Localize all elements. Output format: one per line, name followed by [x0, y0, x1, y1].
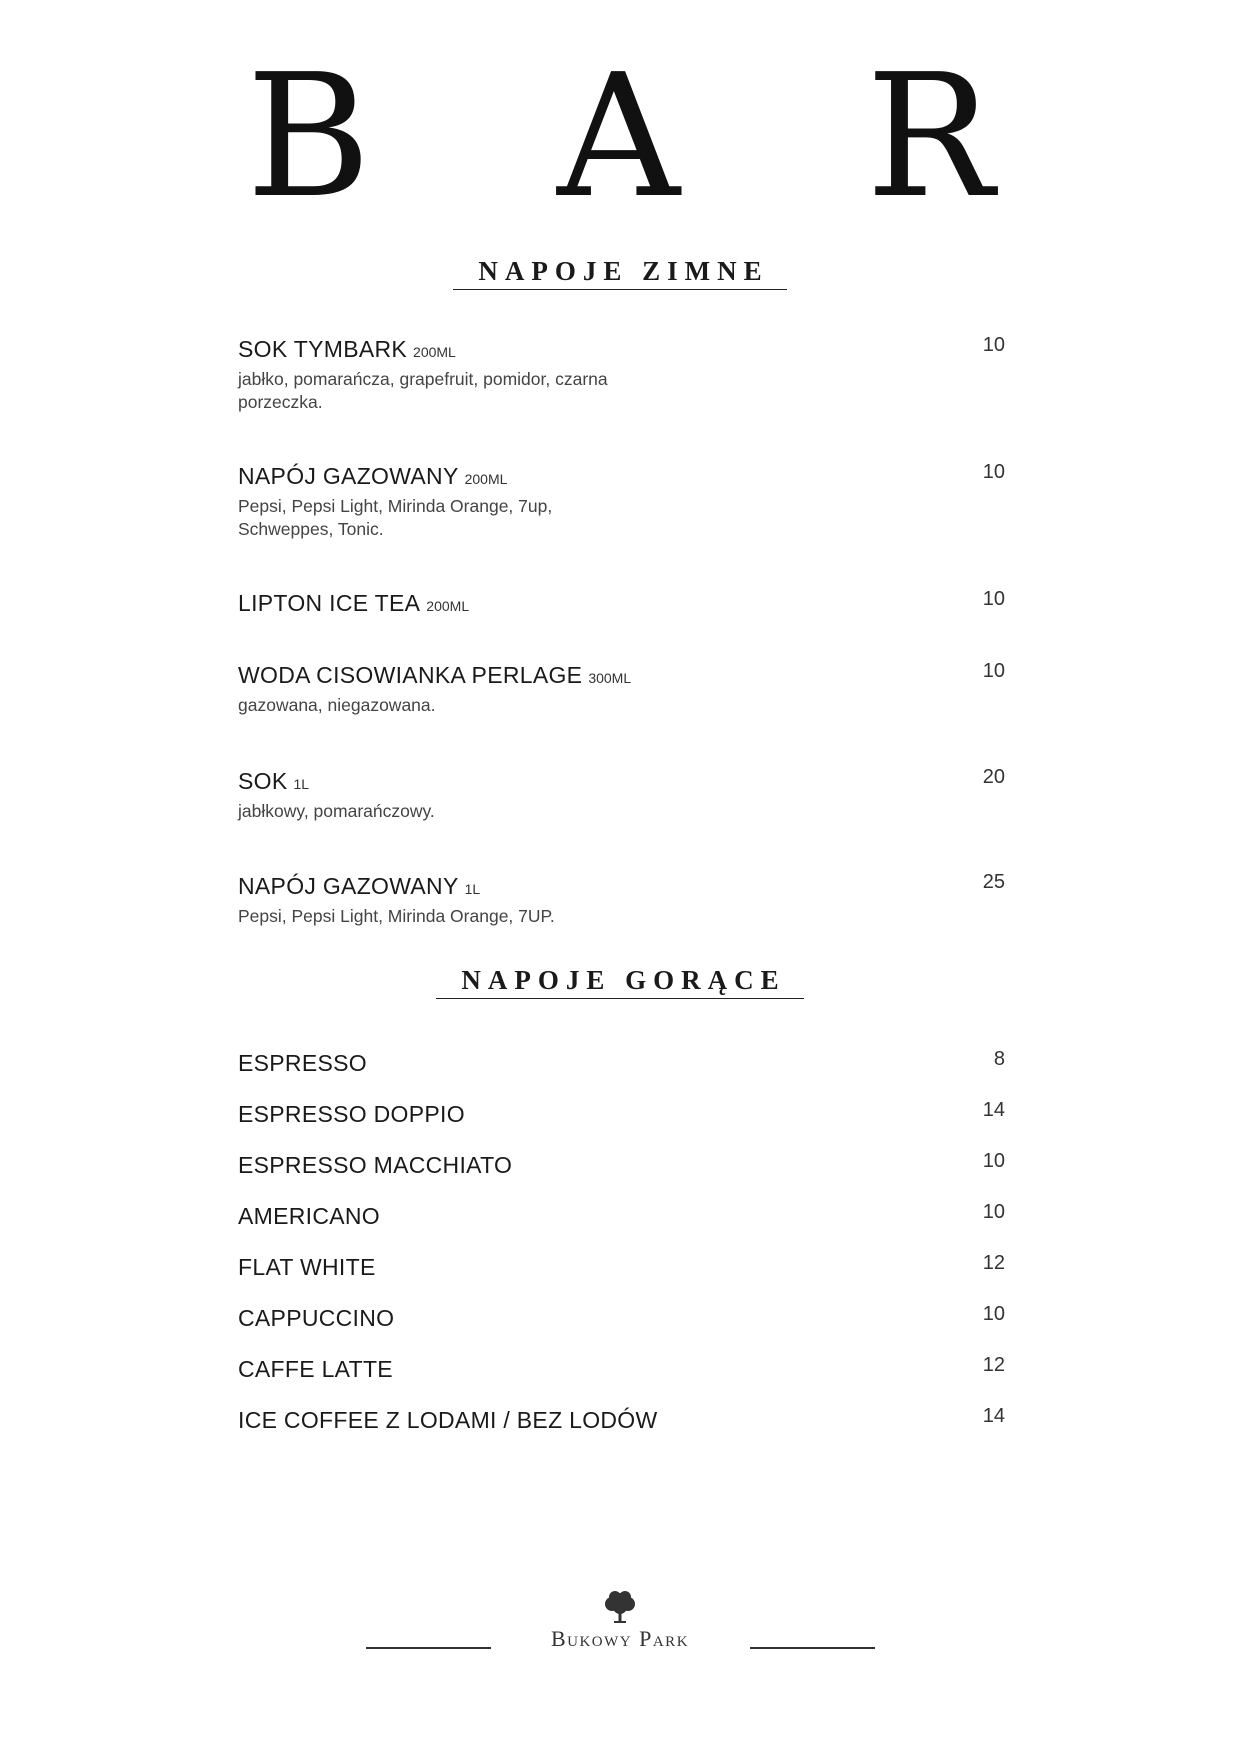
item-price: 10	[982, 1201, 1005, 1223]
item-name: CAFFE LATTE	[238, 1356, 393, 1382]
item-price: 25	[982, 871, 1005, 893]
item-name: ESPRESSO	[238, 1050, 367, 1076]
item-name: NAPÓJ GAZOWANY	[238, 463, 459, 489]
item-name: CAPPUCCINO	[238, 1305, 395, 1331]
menu-item	[238, 1152, 1005, 1182]
section-heading-hot	[0, 965, 1240, 999]
item-name: ICE COFFEE Z LODAMI / BEZ LODÓW	[238, 1407, 658, 1433]
menu-item	[238, 768, 1005, 823]
item-volume: 300ML	[588, 670, 632, 686]
footer-divider-right	[750, 1647, 875, 1649]
item-price: 10	[982, 588, 1005, 610]
item-name: NAPÓJ GAZOWANY	[238, 873, 459, 899]
item-name: ESPRESSO DOPPIO	[238, 1101, 465, 1127]
item-name: FLAT WHITE	[238, 1254, 376, 1280]
menu-item	[238, 1101, 1005, 1131]
item-volume: 200ML	[426, 598, 470, 614]
page-title: B A R	[246, 38, 1060, 236]
menu-item	[238, 1356, 1005, 1386]
item-volume: 200ML	[413, 344, 456, 360]
menu-item	[238, 1254, 1005, 1284]
item-price: 10	[982, 1150, 1005, 1172]
item-name: ESPRESSO MACCHIATO	[238, 1152, 513, 1178]
menu-item	[238, 1203, 1005, 1233]
item-volume: 1L	[293, 776, 310, 792]
item-name: SOK	[238, 768, 288, 794]
item-description: jabłkowy, pomarańczowy.	[238, 801, 435, 821]
item-volume: 200ML	[464, 471, 508, 487]
menu-item	[238, 1305, 1005, 1335]
item-price: 10	[982, 660, 1005, 682]
item-description: Pepsi, Pepsi Light, Mirinda Orange, 7up, Schweppes, Tonic.	[238, 496, 553, 539]
footer-divider-left	[366, 1647, 491, 1649]
item-name: WODA CISOWIANKA PERLAGE	[238, 662, 583, 688]
menu-item	[238, 463, 1005, 541]
section-heading-hot-label: NAPOJE GORĄCE	[436, 965, 803, 999]
item-price: 12	[982, 1354, 1005, 1376]
item-price: 8	[993, 1048, 1005, 1070]
section-heading-cold-label: NAPOJE ZIMNE	[453, 256, 786, 290]
menu-item	[238, 1050, 1005, 1080]
item-volume: 1L	[464, 881, 481, 897]
item-price: 12	[982, 1252, 1005, 1274]
item-price: 10	[982, 1303, 1005, 1325]
item-description: Pepsi, Pepsi Light, Mirinda Orange, 7UP.	[238, 906, 555, 926]
item-name: LIPTON ICE TEA	[238, 590, 421, 616]
item-price: 20	[982, 766, 1005, 788]
item-price: 10	[982, 461, 1005, 483]
menu-item	[238, 1407, 1005, 1437]
item-name: AMERICANO	[238, 1203, 380, 1229]
item-description: jabłko, pomarańcza, grapefruit, pomidor, czarna porzeczka.	[238, 369, 608, 412]
menu-item	[238, 336, 1005, 414]
footer-logo	[520, 1590, 720, 1652]
menu-item	[238, 662, 1005, 717]
item-description: gazowana, niegazowana.	[238, 695, 436, 715]
section-heading-cold	[0, 256, 1240, 290]
item-price: 14	[982, 1099, 1005, 1121]
menu-item	[238, 873, 1005, 928]
item-price: 14	[982, 1405, 1005, 1427]
item-name: SOK TYMBARK	[238, 336, 408, 362]
item-price: 10	[982, 334, 1005, 356]
tree-icon	[602, 1590, 638, 1624]
menu-item	[238, 590, 1005, 620]
brand-name: Bukowy Park	[550, 1626, 690, 1651]
